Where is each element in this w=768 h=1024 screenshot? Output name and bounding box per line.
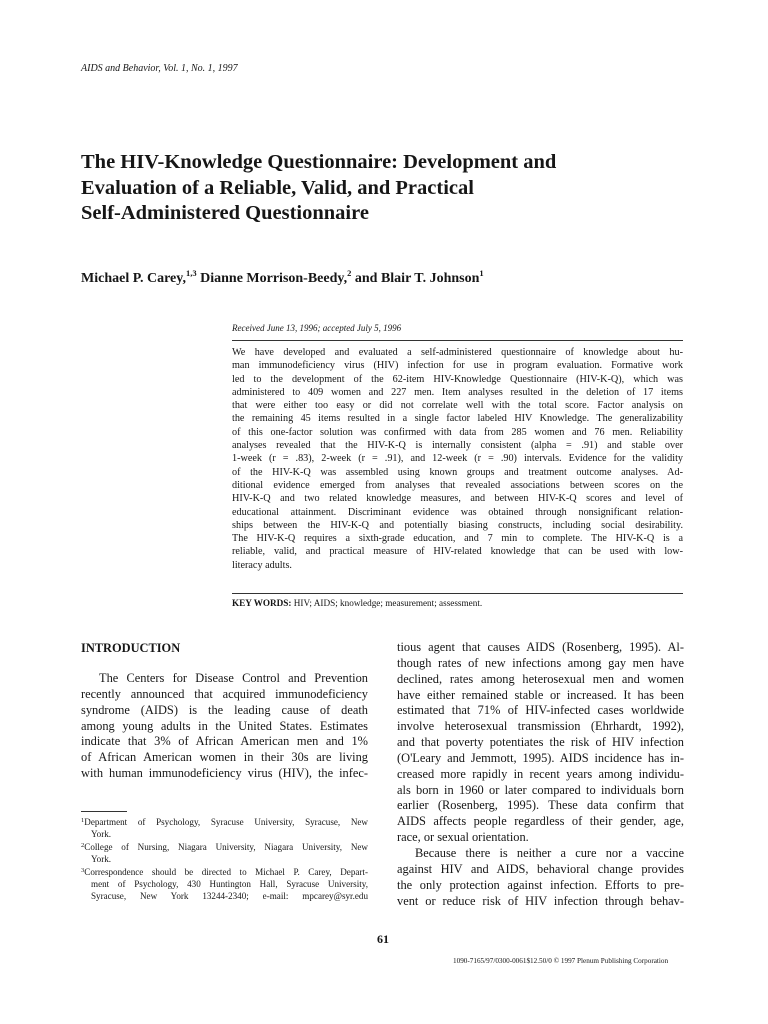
body-line: vent or reduce risk of HIV infection through behav- xyxy=(397,893,684,908)
section-heading: INTRODUCTION xyxy=(81,641,181,655)
footnote-mark: 3 xyxy=(81,867,85,874)
footnote-line xyxy=(81,828,368,840)
footnote-line xyxy=(81,815,368,828)
abstract-line: analyses revealed that the HIV-K-Q is internally consistent (alpha = .91) and stable over xyxy=(232,440,683,452)
abstract-line: reliable, valid, and practical measure of HIV-related knowledge that can be used with low- xyxy=(232,546,683,558)
author-separator: and xyxy=(351,271,381,286)
intro-line: syndrome (AIDS) is the leading cause of death xyxy=(81,702,368,717)
title-line: The HIV-Knowledge Questionnaire: Development and xyxy=(81,151,557,173)
footnote-line xyxy=(81,840,368,853)
author-affiliation-mark: 1 xyxy=(479,268,484,278)
abstract-line: man immunodeficiency virus (HIV) infection for use in program evaluation. Formative work xyxy=(232,360,683,372)
intro-line: indicate that 3% of African American men and 1% xyxy=(81,734,368,749)
abstract-line: the remaining 45 items resulted in a single factor labeled HIV Knowledge. The generalizability xyxy=(232,413,683,425)
body-line: estimated that 71% of HIV-infected cases worldwide xyxy=(397,703,684,718)
footnote-line xyxy=(81,878,368,890)
footnotes xyxy=(81,815,368,902)
abstract-line: HIV-K-Q and two related knowledge measures, and between HIV-K-Q scores and level of xyxy=(232,493,683,505)
intro-line: The Centers for Disease Control and Prevention xyxy=(99,671,368,685)
body-line: als born in 1960 or later compared to individuals born xyxy=(397,782,684,797)
journal-citation: AIDS and Behavior, Vol. 1, No. 1, 1997 xyxy=(81,63,238,74)
footnote-mark: 1 xyxy=(81,817,85,824)
keywords xyxy=(232,598,482,608)
footnote-text: Department of Psychology, Syracuse University, Syracuse, New xyxy=(84,817,368,827)
page-number: 61 xyxy=(377,932,389,946)
footnote-text: College of Nursing, Niagara University, Niagara University, New xyxy=(84,842,368,852)
body-line: involve heterosexual transmission (Ehrhardt, 1992), xyxy=(397,719,684,734)
footnote-rule xyxy=(81,811,127,812)
body-line: creased more rapidly in recent years among individu- xyxy=(397,766,684,781)
intro-line: recently announced that acquired immunodeficiency xyxy=(81,686,368,701)
intro-paragraph xyxy=(81,671,368,782)
abstract-line: of the HIV-K-Q was assembled using known groups and treatment outcome analyses. Ad- xyxy=(232,466,683,478)
footnote-text: ment of Psychology, 430 Huntington Hall, Syracuse University, xyxy=(91,879,368,889)
body-line: have either remained stable or increased. It has been xyxy=(397,687,684,702)
author-name: Dianne Morrison-Beedy, xyxy=(200,271,348,286)
paper-title xyxy=(81,150,681,227)
abstract-line: that were either too easy or did not correlate well with the total score. Factor analysis on xyxy=(232,400,683,412)
abstract-line: ditional evidence emerged from analyses that revealed associations between scores on the xyxy=(232,479,683,491)
body-line: declined, rates among heterosexual men and women xyxy=(397,671,684,686)
abstract-top-rule xyxy=(232,340,683,341)
footnote-line xyxy=(81,853,368,865)
abstract-line: literacy adults. xyxy=(232,559,292,571)
keywords-label: KEY WORDS: xyxy=(232,598,292,608)
footnote-line xyxy=(81,890,368,902)
abstract-line: educational attainment. Discriminant evidence was obtained through nonsignificant relation- xyxy=(232,506,683,518)
author-name: Blair T. Johnson xyxy=(380,271,480,286)
abstract-line: of this one-factor solution was confirmed with data from 285 women and 76 men. Reliability xyxy=(232,426,683,438)
author-name: Michael P. Carey, xyxy=(81,271,186,286)
right-column-text xyxy=(397,640,684,909)
footnote-text: Correspondence should be directed to Michael P. Carey, Depart- xyxy=(84,867,368,877)
abstract-line: led to the development of the 62-item HIV-Knowledge Questionnaire (HIV-K-Q), which was xyxy=(232,373,683,385)
received-dates: Received June 13, 1996; accepted July 5, 1996 xyxy=(232,323,402,333)
abstract-line: We have developed and evaluated a self-administered questionnaire of knowledge about hu- xyxy=(232,347,683,358)
abstract xyxy=(232,346,683,572)
intro-line: with human immunodeficiency virus (HIV), the infec- xyxy=(81,766,368,781)
abstract-line: ships between the HIV-K-Q and potentially biasing constructs, including social desirability. xyxy=(232,519,683,531)
abstract-line: administered to 409 women and 227 men. Item analyses resulted in the deletion of 17 items xyxy=(232,386,683,398)
intro-line: of African American women in their 30s are living xyxy=(81,750,368,765)
footnote-line xyxy=(81,865,368,878)
footnote-text: York. xyxy=(91,829,112,839)
body-line: the only protection against infection. Efforts to pre- xyxy=(397,877,684,892)
body-line: AIDS affects people regardless of their gender, age, xyxy=(397,814,684,829)
keywords-text: HIV; AIDS; knowledge; measurement; assessment. xyxy=(293,598,483,608)
footnote-text: York. xyxy=(91,854,112,864)
title-line: Evaluation of a Reliable, Valid, and Practical xyxy=(81,176,474,199)
body-line: against HIV and AIDS, behavioral change provides xyxy=(397,861,684,876)
body-line: Because there is neither a cure nor a vaccine xyxy=(415,845,684,860)
abstract-line: 1-week (r = .83), 2-week (r = .91), and 12-week (r = .90) intervals. Evidence for the validity xyxy=(232,453,683,465)
body-line: earlier (Rosenberg, 1995). These data confirm that xyxy=(397,798,684,813)
author-affiliation-mark: 2 xyxy=(347,268,352,278)
body-line: though rates of new infections among gay men have xyxy=(397,655,684,670)
footnote-mark: 2 xyxy=(81,842,85,849)
abstract-bottom-rule xyxy=(232,593,683,594)
title-line: Self-Administered Questionnaire xyxy=(81,202,369,224)
footnote-text: Syracuse, New York 13244-2340; e-mail: mpcarey@syr.edu xyxy=(91,891,368,901)
abstract-line: The HIV-K-Q requires a sixth-grade education, and 7 min to complete. The HIV-K-Q is a xyxy=(232,533,683,545)
body-line: (O'Leary and Jemmott, 1995). AIDS incidence has in- xyxy=(397,750,684,765)
body-line: race, or sexual orientation. xyxy=(397,830,529,845)
body-line: tious agent that causes AIDS (Rosenberg, 1995). Al- xyxy=(397,640,684,654)
body-line: and that poverty potentiates the risk of HIV infection xyxy=(397,735,684,750)
intro-line: among young adults in the United States. Estimates xyxy=(81,718,368,733)
author-affiliation-mark: 1,3 xyxy=(186,268,197,278)
copyright-line: 1090-7165/97/0300-0061$12.50/0 © 1997 Plenum Publishing Corporation xyxy=(453,957,669,965)
author-list xyxy=(81,268,484,287)
